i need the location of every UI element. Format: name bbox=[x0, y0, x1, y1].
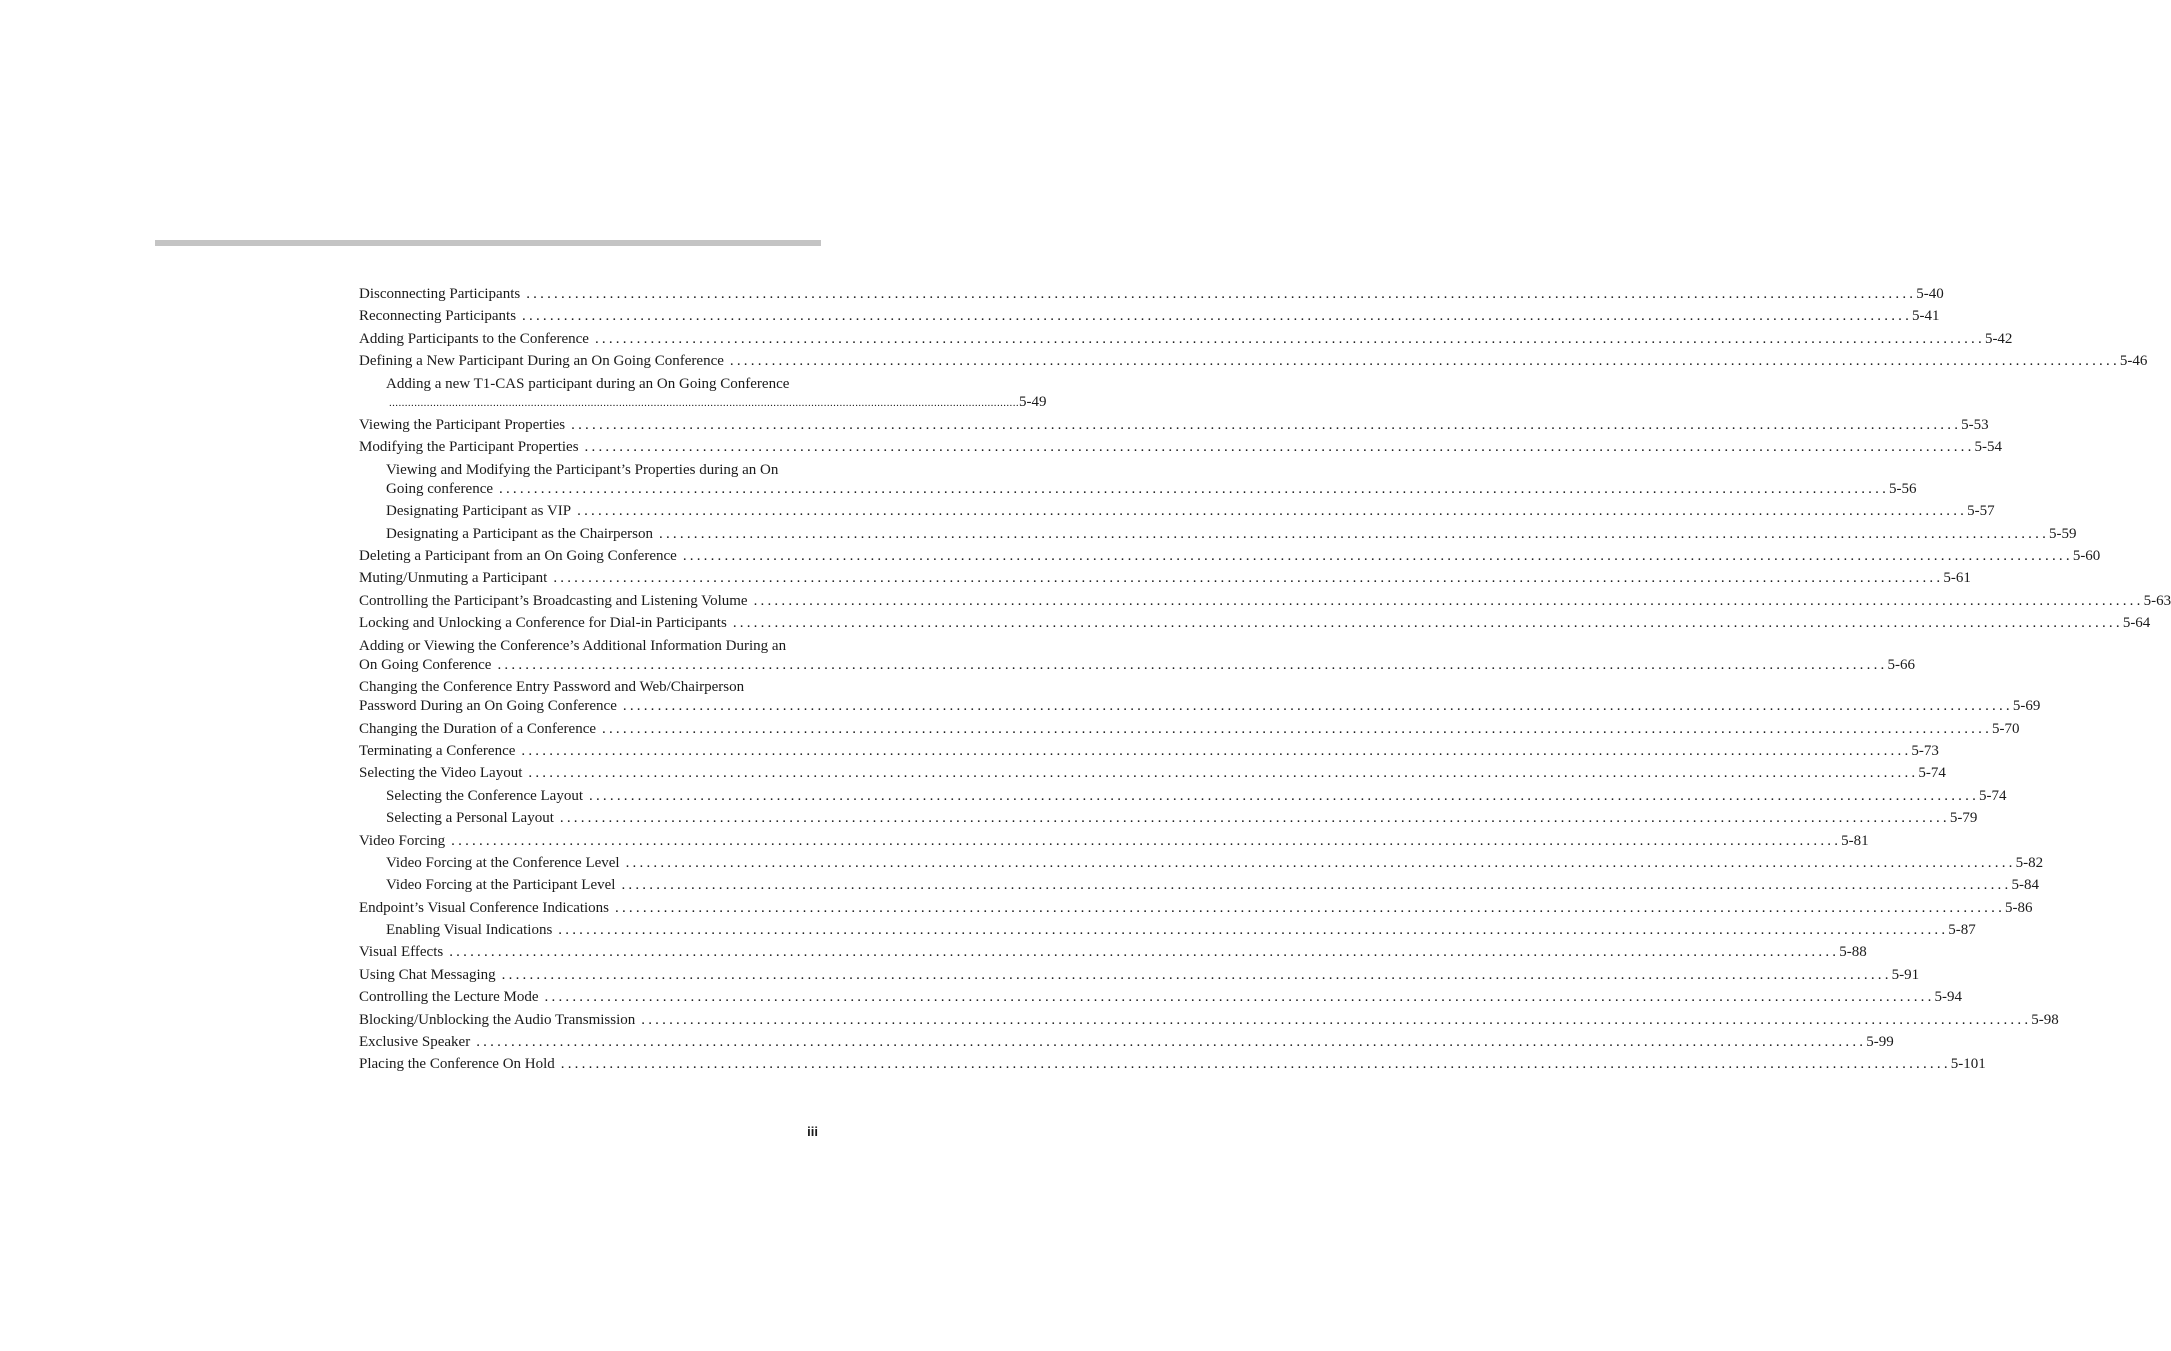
toc-entry-title: Locking and Unlocking a Conference for Dial-in Participants bbox=[359, 615, 727, 632]
table-of-contents bbox=[359, 282, 2171, 1075]
toc-entry-leader-line bbox=[386, 502, 1995, 522]
dot-leader: ........................................................................................................................................................................................................ bbox=[659, 525, 2050, 542]
toc-entry-leader-line bbox=[386, 787, 2007, 807]
dot-leader: ........................................................................................................................................................................................................ bbox=[558, 922, 1949, 939]
toc-entry-leader-line bbox=[386, 809, 1978, 829]
toc-entry-leader-line bbox=[386, 876, 2039, 896]
toc-entry-page: 5-88 bbox=[1839, 944, 1867, 961]
toc-entry-leader-line bbox=[359, 416, 1989, 436]
toc-entry-leader-line bbox=[359, 832, 1869, 852]
toc-entry-page: 5-86 bbox=[2005, 899, 2033, 916]
toc-entry-title: Disconnecting Participants bbox=[359, 285, 521, 302]
toc-entry-page: 5-66 bbox=[1887, 656, 1915, 673]
toc-entry-page: 5-63 bbox=[2143, 592, 2171, 609]
dot-leader: ........................................................................................................................................................................................................ bbox=[594, 330, 1985, 347]
toc-entry[interactable] bbox=[359, 1008, 2059, 1030]
toc-entry-page: 5-61 bbox=[1943, 570, 1971, 587]
dot-leader: ........................................................................................................................................................................................................ bbox=[577, 503, 1968, 520]
toc-entry-page: 5-98 bbox=[2031, 1011, 2059, 1028]
toc-entry-leader-line bbox=[359, 614, 2151, 634]
toc-entry-title-line1: Adding or Viewing the Conference’s Additional Information During an bbox=[359, 637, 787, 654]
toc-entry[interactable] bbox=[359, 717, 2020, 739]
toc-entry-title: Defining a New Participant During an On Going Conference bbox=[359, 353, 724, 370]
toc-entry[interactable] bbox=[359, 544, 2101, 566]
toc-entry-title: Going conference bbox=[386, 480, 494, 497]
toc-entry-leader-line bbox=[359, 697, 2041, 717]
toc-entry[interactable] bbox=[359, 806, 1978, 828]
dot-leader: ........................................................................................................................................................................................................ bbox=[389, 396, 1019, 409]
toc-entry-title: Video Forcing at the Conference Level bbox=[386, 854, 620, 871]
toc-entry-title-line1: Viewing and Modifying the Participant’s Properties during an On bbox=[386, 461, 779, 478]
toc-entry-title: Endpoint’s Visual Conference Indications bbox=[359, 899, 610, 916]
toc-entry-title: Adding Participants to the Conference bbox=[359, 330, 589, 347]
toc-entry-leader-line bbox=[359, 966, 1920, 986]
toc-entry-title: Terminating a Conference bbox=[359, 742, 516, 759]
toc-entry[interactable] bbox=[359, 282, 1944, 304]
toc-entry-leader-line bbox=[386, 393, 1047, 414]
dot-leader: ........................................................................................................................................................................................................ bbox=[476, 1034, 1867, 1051]
toc-entry-title: On Going Conference bbox=[359, 656, 492, 673]
dot-leader: ........................................................................................................................................................................................................ bbox=[682, 548, 2073, 565]
toc-entry-page: 5-82 bbox=[2015, 854, 2044, 871]
toc-entry[interactable] bbox=[359, 327, 2013, 349]
dot-leader: ........................................................................................................................................................................................................ bbox=[571, 416, 1962, 433]
toc-entry-leader-line bbox=[359, 1055, 1986, 1075]
dot-leader: ........................................................................................................................................................................................................ bbox=[625, 854, 2016, 871]
dot-leader: ........................................................................................................................................................................................................ bbox=[621, 877, 2012, 894]
dot-leader: ........................................................................................................................................................................................................ bbox=[641, 1011, 2032, 1028]
toc-entry-leader-line bbox=[359, 592, 2171, 612]
toc-entry[interactable] bbox=[359, 372, 1047, 414]
toc-entry-page: 5-74 bbox=[1979, 787, 2007, 804]
toc-entry-page: 5-87 bbox=[1948, 922, 1976, 939]
toc-entry-leader-line bbox=[359, 742, 1939, 762]
toc-entry[interactable] bbox=[359, 963, 1920, 985]
dot-leader: ........................................................................................................................................................................................................ bbox=[589, 787, 1980, 804]
toc-entry[interactable] bbox=[359, 675, 2041, 717]
toc-entry-page: 5-101 bbox=[1950, 1056, 1986, 1073]
dot-leader: ........................................................................................................................................................................................................ bbox=[526, 285, 1917, 302]
toc-entry-leader-line bbox=[386, 854, 2044, 874]
toc-entry-page: 5-73 bbox=[1911, 742, 1939, 759]
toc-entry-title: Controlling the Lecture Mode bbox=[359, 989, 539, 1006]
toc-entry-leader-line bbox=[359, 656, 1915, 676]
dot-leader: ........................................................................................................................................................................................................ bbox=[584, 439, 1975, 456]
toc-entry-leader-line bbox=[386, 525, 2077, 545]
toc-entry-leader-line bbox=[359, 988, 1963, 1008]
header-rule bbox=[155, 240, 821, 246]
toc-entry-title: Blocking/Unblocking the Audio Transmission bbox=[359, 1011, 636, 1028]
toc-entry-title: Exclusive Speaker bbox=[359, 1034, 471, 1051]
toc-entry-page: 5-94 bbox=[1934, 989, 1963, 1006]
toc-entry[interactable] bbox=[359, 458, 1917, 500]
toc-entry-page: 5-69 bbox=[2012, 698, 2041, 715]
toc-entry-page: 5-74 bbox=[1918, 765, 1946, 782]
dot-leader: ........................................................................................................................................................................................................ bbox=[501, 966, 1892, 983]
toc-entry[interactable] bbox=[359, 829, 1869, 851]
toc-entry-page: 5-56 bbox=[1889, 480, 1917, 497]
toc-entry[interactable] bbox=[359, 761, 1946, 783]
toc-entry-leader-line bbox=[359, 1033, 1894, 1053]
toc-entry-page: 5-60 bbox=[2072, 548, 2101, 565]
toc-entry-leader-line bbox=[359, 352, 2148, 372]
toc-entry-page: 5-70 bbox=[1992, 720, 2020, 737]
dot-leader: ........................................................................................................................................................................................................ bbox=[729, 353, 2120, 370]
toc-entry[interactable] bbox=[359, 784, 2007, 806]
toc-entry[interactable] bbox=[359, 851, 2044, 873]
toc-entry[interactable] bbox=[359, 985, 1963, 1007]
toc-entry[interactable] bbox=[359, 1030, 1894, 1052]
dot-leader: ........................................................................................................................................................................................................ bbox=[499, 480, 1890, 497]
toc-entry-page: 5-57 bbox=[1967, 503, 1995, 520]
dot-leader: ........................................................................................................................................................................................................ bbox=[521, 742, 1912, 759]
toc-entry[interactable] bbox=[359, 413, 1989, 435]
dot-leader: ........................................................................................................................................................................................................ bbox=[497, 656, 1888, 673]
dot-leader: ........................................................................................................................................................................................................ bbox=[522, 308, 1913, 325]
toc-entry-page: 5-99 bbox=[1866, 1034, 1894, 1051]
dot-leader: ........................................................................................................................................................................................................ bbox=[449, 944, 1840, 961]
toc-entry[interactable] bbox=[359, 499, 1995, 521]
toc-entry[interactable] bbox=[359, 589, 2171, 611]
toc-entry-title: Video Forcing at the Participant Level bbox=[386, 877, 616, 894]
dot-leader: ........................................................................................................................................................................................................ bbox=[553, 570, 1944, 587]
toc-entry-title: Designating a Participant as the Chairperson bbox=[386, 525, 654, 542]
toc-entry-page: 5-59 bbox=[2049, 525, 2077, 542]
toc-entry-page: 5-84 bbox=[2011, 877, 2039, 894]
toc-entry[interactable] bbox=[359, 349, 2148, 371]
toc-entry-leader-line bbox=[359, 720, 2020, 740]
toc-entry-page: 5-42 bbox=[1984, 330, 2013, 347]
toc-entry-page: 5-54 bbox=[1974, 439, 2003, 456]
dot-leader: ........................................................................................................................................................................................................ bbox=[528, 765, 1919, 782]
toc-entry-leader-line bbox=[359, 764, 1946, 784]
toc-entry-leader-line bbox=[359, 1011, 2059, 1031]
toc-entry-title-line1: Adding a new T1-CAS participant during an On Going Conference bbox=[386, 375, 790, 392]
dot-leader: ........................................................................................................................................................................................................ bbox=[560, 1056, 1951, 1073]
toc-entry-title: Visual Effects bbox=[359, 944, 444, 961]
toc-entry-title: Video Forcing bbox=[359, 832, 446, 849]
dot-leader: ........................................................................................................................................................................................................ bbox=[602, 720, 1993, 737]
toc-entry-leader-line bbox=[386, 480, 1917, 500]
toc-entry[interactable] bbox=[359, 873, 2039, 895]
toc-entry-page: 5-81 bbox=[1841, 832, 1869, 849]
toc-entry[interactable] bbox=[359, 739, 1939, 761]
toc-entry-title: Using Chat Messaging bbox=[359, 966, 496, 983]
dot-leader: ........................................................................................................................................................................................................ bbox=[753, 592, 2144, 609]
toc-entry[interactable] bbox=[359, 918, 1976, 940]
toc-entry-page: 5-91 bbox=[1891, 966, 1920, 983]
toc-entry-title: Modifying the Participant Properties bbox=[359, 439, 579, 456]
toc-entry-title: Controlling the Participant’s Broadcasting and Listening Volume bbox=[359, 592, 748, 609]
toc-entry-page: 5-79 bbox=[1949, 810, 1978, 827]
toc-entry-leader-line bbox=[359, 307, 1940, 327]
toc-entry[interactable] bbox=[359, 941, 1867, 963]
toc-entry-leader-line bbox=[359, 330, 2013, 350]
toc-entry-page: 5-46 bbox=[2119, 353, 2148, 370]
toc-entry[interactable] bbox=[359, 522, 2077, 544]
toc-entry[interactable] bbox=[359, 896, 2033, 918]
toc-entry-leader-line bbox=[359, 943, 1867, 963]
toc-entry-title: Viewing the Participant Properties bbox=[359, 416, 566, 433]
toc-entry[interactable] bbox=[359, 567, 1971, 589]
toc-entry[interactable] bbox=[359, 1053, 1986, 1075]
toc-entry-title: Designating Participant as VIP bbox=[386, 503, 572, 520]
dot-leader: ........................................................................................................................................................................................................ bbox=[622, 698, 2013, 715]
toc-entry-title: Reconnecting Participants bbox=[359, 308, 517, 325]
dot-leader: ........................................................................................................................................................................................................ bbox=[732, 615, 2123, 632]
toc-entry-leader-line bbox=[359, 569, 1971, 589]
toc-entry-title: Changing the Duration of a Conference bbox=[359, 720, 597, 737]
toc-entry-page: 5-53 bbox=[1961, 416, 1989, 433]
toc-entry-title: Selecting a Personal Layout bbox=[386, 810, 554, 827]
toc-entry-leader-line bbox=[386, 921, 1976, 941]
toc-entry-title: Placing the Conference On Hold bbox=[359, 1056, 555, 1073]
toc-entry-page: 5-64 bbox=[2122, 615, 2151, 632]
toc-entry[interactable] bbox=[359, 634, 1915, 676]
toc-entry-title: Deleting a Participant from an On Going Conference bbox=[359, 548, 677, 565]
toc-entry-page: 5-49 bbox=[1019, 393, 1047, 410]
toc-entry-title: Selecting the Conference Layout bbox=[386, 787, 584, 804]
toc-entry-title: Selecting the Video Layout bbox=[359, 765, 523, 782]
dot-leader: ........................................................................................................................................................................................................ bbox=[559, 810, 1950, 827]
dot-leader: ........................................................................................................................................................................................................ bbox=[615, 899, 2006, 916]
toc-entry-title: Enabling Visual Indications bbox=[386, 922, 553, 939]
toc-entry-title: Password During an On Going Conference bbox=[359, 698, 617, 715]
page-number: iii bbox=[807, 1124, 818, 1139]
toc-entry[interactable] bbox=[359, 611, 2151, 633]
toc-entry[interactable] bbox=[359, 304, 1940, 326]
dot-leader: ........................................................................................................................................................................................................ bbox=[544, 989, 1935, 1006]
toc-entry-title: Muting/Unmuting a Participant bbox=[359, 570, 548, 587]
toc-entry-leader-line bbox=[359, 899, 2033, 919]
toc-entry-leader-line bbox=[359, 547, 2101, 567]
dot-leader: ........................................................................................................................................................................................................ bbox=[451, 832, 1842, 849]
toc-entry-title-line1: Changing the Conference Entry Password and Web/Chairperson bbox=[359, 679, 745, 696]
toc-entry-page: 5-40 bbox=[1916, 285, 1944, 302]
toc-entry[interactable] bbox=[359, 435, 2003, 457]
toc-entry-leader-line bbox=[359, 438, 2003, 458]
toc-entry-leader-line bbox=[359, 285, 1944, 305]
toc-entry-page: 5-41 bbox=[1912, 308, 1940, 325]
